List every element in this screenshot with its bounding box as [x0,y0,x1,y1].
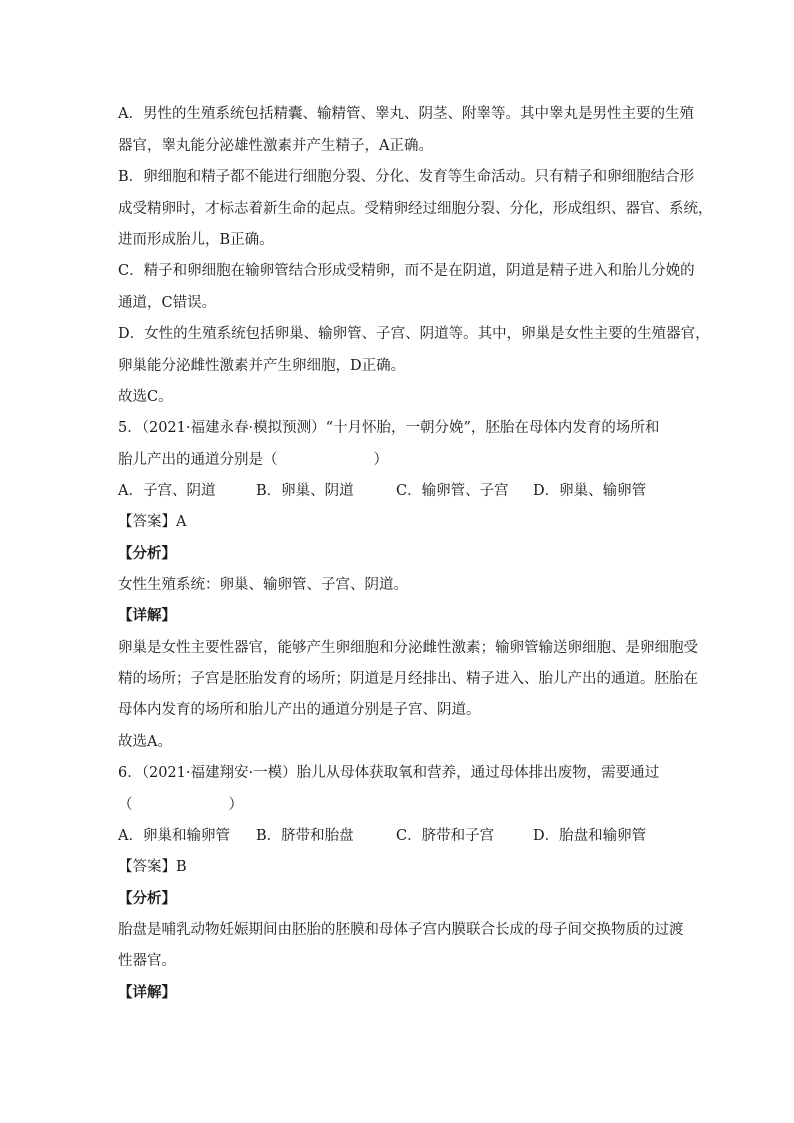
q5-detail-line2: 精的场所；子宫是胚胎发育的场所；阴道是月经排出、精子进入、胎儿产出的通道。胚胎在 [118,671,698,687]
q5-detail-line1: 卵巢是女性主要性器官，能够产生卵细胞和分泌雌性激素；输卵管输送卵细胞、是卵细胞受 [118,640,698,656]
q6-options [118,826,646,846]
q6-option-d: D．胎盘和输卵管 [533,828,647,844]
prev-option-d-line2: 卵巢能分泌雌性激素并产生卵细胞，D正确。 [118,358,406,374]
q6-option-b: B．脐带和胎盘 [256,828,354,844]
q6-stem-line2 [118,795,243,815]
q5-option-c: C．输卵管、子宫 [396,483,509,499]
prev-option-c-line2: 通道，C错误。 [118,295,217,311]
q5-stem-line1: 5．（2021·福建永春·模拟预测）“十月怀胎，一朝分娩”，胚胎在母体内发育的场所和 [118,420,660,436]
q6-paren-open: （ [118,797,133,813]
prev-option-b-line3: 进而形成胎儿，B正确。 [118,232,274,248]
q5-analysis: 女性生殖系统：卵巢、输卵管、子宫、阴道。 [118,577,408,593]
q6-option-a: A．卵巢和输卵管 [118,828,230,844]
q5-option-a: A．子宫、阴道 [118,483,216,499]
q5-detail-heading: 【详解】 [118,607,176,624]
q6-detail-heading: 【详解】 [118,984,176,1001]
prev-conclusion: 故选C。 [118,389,173,405]
q6-analysis-line2: 性器官。 [118,953,176,969]
q5-option-b: B．卵巢、阴道 [256,483,354,499]
q5-stem-line2 [118,450,388,470]
prev-option-b-line1: B．卵细胞和精子都不能进行细胞分裂、分化、发育等生命活动。只有精子和卵细胞结合形 [118,169,695,185]
q5-answer: 【答案】A [118,514,187,530]
q5-paren-close: ） [373,452,388,468]
q6-stem-line1: 6．（2021·福建翔安·一模）胎儿从母体获取氧和营养，通过母体排出废物，需要通过 [118,765,660,781]
q5-analysis-heading: 【分析】 [118,545,176,562]
prev-option-b-line2: 成受精卵时，才标志着新生命的起点。受精卵经过细胞分裂、分化，形成组织、器官、系统， [118,201,713,217]
q5-conclusion: 故选A。 [118,734,172,750]
prev-option-d-line1: D．女性的生殖系统包括卵巢、输卵管、子宫、阴道等。其中，卵巢是女性主要的生殖器官， [118,326,710,342]
prev-option-a-line1: A．男性的生殖系统包括精囊、输精管、睾丸、阴茎、附睾等。其中睾丸是男性主要的生殖 [118,106,694,122]
q6-paren-close: ） [228,797,243,813]
q6-answer: 【答案】B [118,859,187,875]
prev-option-c-line1: C．精子和卵细胞在输卵管结合形成受精卵，而不是在阴道，阴道是精子进入和胎儿分娩的 [118,263,695,279]
q6-analysis-line1: 胎盘是哺乳动物妊娠期间由胚胎的胚膜和母体子宫内膜联合长成的母子间交换物质的过渡 [118,922,684,938]
q5-option-d: D．卵巢、输卵管 [533,483,647,499]
q5-detail-line3: 母体内发育的场所和胎儿产出的通道分别是子宫、阴道。 [118,702,481,718]
q5-stem-text: 胎儿产出的通道分别是（ [118,452,278,468]
q6-option-c: C．脐带和子宫 [396,828,495,844]
q6-analysis-heading: 【分析】 [118,890,176,907]
prev-option-a-line2: 器官，睾丸能分泌雄性激素并产生精子，A正确。 [118,138,433,154]
q5-options [118,481,646,501]
